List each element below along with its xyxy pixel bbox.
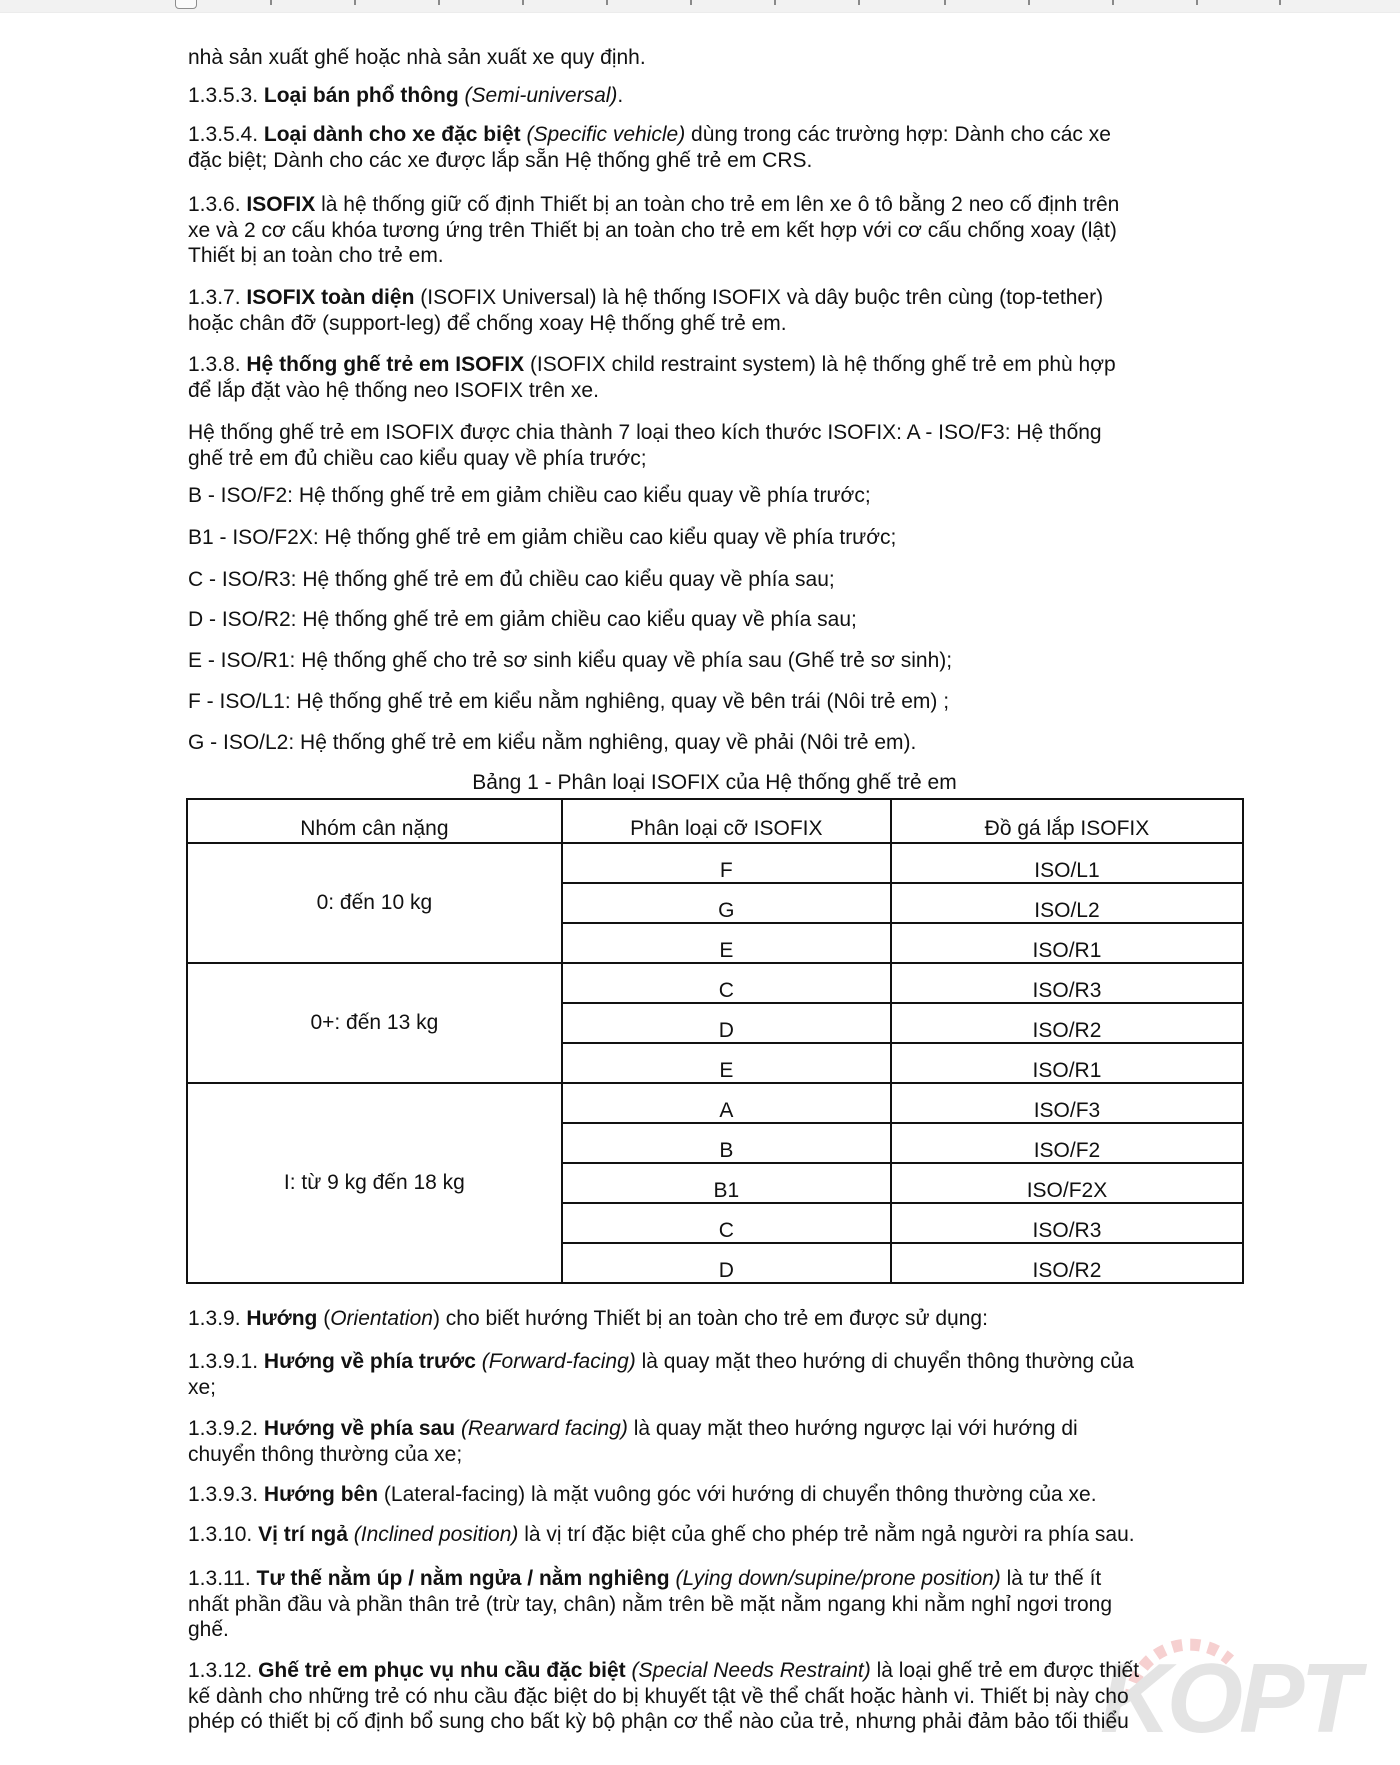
section-number: 1.3.11.	[188, 1567, 251, 1590]
paragraph-text: nhà sản xuất ghế hoặc nhà sản xuất xe quy định.	[188, 46, 646, 69]
paragraph-text: (Lateral-facing) là mặt vuông góc với hướng di chuyển thông thường của xe.	[383, 1483, 1097, 1506]
list-item-type-d	[188, 607, 1258, 633]
column-header-weight-group: Nhóm cân nặng	[187, 799, 562, 843]
paragraph-text: .	[617, 84, 624, 107]
paragraph-text: là quay mặt theo hướng ngược lại với hướng di	[633, 1417, 1078, 1440]
fixture-cell: ISO/L1	[891, 843, 1243, 883]
term-bold: ISOFIX toàn diện	[246, 286, 415, 309]
section-number: 1.3.6.	[188, 193, 241, 216]
section-number: 1.3.8.	[188, 353, 241, 376]
paren: (	[323, 1307, 331, 1330]
fixture-cell: ISO/F2	[891, 1123, 1243, 1163]
section-number: 1.3.9.3.	[188, 1483, 259, 1506]
fixture-cell: ISO/F2X	[891, 1163, 1243, 1203]
fixture-cell: ISO/R2	[891, 1003, 1243, 1043]
table-caption: Bảng 1 - Phân loại ISOFIX của Hệ thống ghế trẻ em	[472, 771, 957, 794]
paragraph-text: ) cho biết hướng Thiết bị an toàn cho trẻ em được sử dụng:	[432, 1307, 988, 1330]
paragraph-text: xe và 2 cơ cấu khóa tương ứng trên Thiết bị an toàn cho trẻ em kết hợp với cơ cấu chống xoay (lật)	[188, 218, 1117, 242]
fixture-cell: ISO/R3	[891, 963, 1243, 1003]
fixture-cell: ISO/F3	[891, 1083, 1243, 1123]
table-row	[187, 1083, 1243, 1123]
size-class-cell: D	[562, 1243, 891, 1283]
table-row	[187, 963, 1243, 1003]
paragraph-1-3-9	[188, 1306, 1258, 1332]
section-number: 1.3.10.	[188, 1523, 253, 1546]
list-item-type-f	[188, 689, 1258, 715]
size-class-cell: E	[562, 923, 891, 963]
paragraph-1-3-7	[188, 285, 1258, 336]
section-number: 1.3.9.1.	[188, 1350, 259, 1373]
list-item-type-b	[188, 483, 1258, 509]
paragraph-1-3-10	[188, 1522, 1258, 1548]
paragraph-1-3-11	[188, 1566, 1258, 1643]
paragraph-text: là loại ghế trẻ em được thiết	[876, 1659, 1140, 1682]
paragraph-text: nhất phần đầu và phần thân trẻ (trừ tay, chân) nằm trên bề mặt nằm ngang khi nằm nghỉ ngơi trong	[188, 1592, 1112, 1616]
isofix-classification-table	[186, 798, 1244, 1284]
weight-group-cell: 0+: đến 13 kg	[187, 963, 562, 1083]
paragraph-text: Hệ thống ghế trẻ em ISOFIX được chia thành 7 loại theo kích thước ISOFIX: A - ISO/F3: Hệ thống	[188, 421, 1102, 444]
column-header-size-class: Phân loại cỡ ISOFIX	[562, 799, 891, 843]
paragraph-text: ghế trẻ em đủ chiều cao kiểu quay về phía trước;	[188, 446, 647, 470]
paragraph-1-3-9-3	[188, 1482, 1258, 1508]
term-bold: Hướng về phía trước	[263, 1350, 476, 1373]
paragraph-text: (ISOFIX Universal) là hệ thống ISOFIX và dây buộc trên cùng (top-tether)	[420, 286, 1104, 309]
size-class-cell: G	[562, 883, 891, 923]
paragraph-1-3-5-4	[188, 122, 1258, 173]
term-bold: Loại dành cho xe đặc biệt	[263, 123, 521, 146]
paragraph-text: (ISOFIX child restraint system) là hệ thống ghế trẻ em phù hợp	[529, 353, 1116, 376]
size-class-cell: B	[562, 1123, 891, 1163]
term-english: (Semi-universal)	[464, 84, 618, 107]
fixture-cell: ISO/R3	[891, 1203, 1243, 1243]
paragraph-text: dùng trong các trường hợp: Dành cho các xe	[691, 123, 1111, 146]
paragraph-text: Thiết bị an toàn cho trẻ em.	[188, 244, 444, 267]
term-bold: Loại bán phổ thông	[263, 84, 459, 107]
paragraph-isofix-types-intro	[188, 420, 1258, 471]
section-number: 1.3.12.	[188, 1659, 253, 1682]
paragraph-text: kế dành cho những trẻ có nhu cầu đặc biệt do bị khuyết tật về thể chất hoặc hành vi. Thiết bị này cho	[188, 1684, 1129, 1708]
term-bold: Tư thế nằm úp / nằm ngửa / nằm nghiêng	[256, 1567, 670, 1590]
paragraph-1-3-9-1	[188, 1349, 1258, 1400]
paragraph-1-3-6	[188, 192, 1258, 269]
paragraph-text: E - ISO/R1: Hệ thống ghế cho trẻ sơ sinh kiểu quay về phía sau (Ghế trẻ sơ sinh);	[188, 649, 953, 672]
paragraph-text: D - ISO/R2: Hệ thống ghế trẻ em giảm chiều cao kiểu quay về phía sau;	[188, 608, 857, 631]
paragraph-text: B - ISO/F2: Hệ thống ghế trẻ em giảm chiều cao kiểu quay về phía trước;	[188, 484, 871, 507]
term-bold: Vị trí ngả	[258, 1523, 348, 1546]
term-bold: Hướng về phía sau	[263, 1417, 456, 1440]
paragraph-text: là tư thế ít	[1006, 1567, 1102, 1590]
term-english: (Lying down/supine/prone position)	[675, 1567, 1001, 1590]
list-item-type-g	[188, 730, 1258, 756]
section-number: 1.3.9.2.	[188, 1417, 259, 1440]
watermark-text: KOPT	[1100, 1643, 1357, 1753]
fixture-cell: ISO/R1	[891, 923, 1243, 963]
term-bold: Hướng bên	[263, 1483, 379, 1506]
paragraph-text: C - ISO/R3: Hệ thống ghế trẻ em đủ chiều cao kiểu quay về phía sau;	[188, 568, 835, 591]
paragraph-text: xe;	[188, 1375, 217, 1399]
list-item-type-e	[188, 648, 1258, 674]
paragraph-text: hoặc chân đỡ (support-leg) để chống xoay Hệ thống ghế trẻ em.	[188, 311, 787, 335]
size-class-cell: D	[562, 1003, 891, 1043]
term-english: (Inclined position)	[353, 1523, 519, 1546]
column-header-fixture: Đồ gá lắp ISOFIX	[891, 799, 1243, 843]
size-class-cell: F	[562, 843, 891, 883]
paragraph-continuation	[188, 45, 1258, 71]
section-number: 1.3.5.3.	[188, 84, 259, 107]
section-number: 1.3.9.	[188, 1307, 241, 1330]
paragraph-text: B1 - ISO/F2X: Hệ thống ghế trẻ em giảm chiều cao kiểu quay về phía trước;	[188, 526, 897, 549]
term-bold: ISOFIX	[246, 193, 316, 216]
size-class-cell: E	[562, 1043, 891, 1083]
size-class-cell: B1	[562, 1163, 891, 1203]
paragraph-text: là hệ thống giữ cố định Thiết bị an toàn cho trẻ em lên xe ô tô bằng 2 neo cố định trên	[321, 193, 1120, 216]
table-row	[187, 843, 1243, 883]
paragraph-text: chuyển thông thường của xe;	[188, 1442, 463, 1466]
paragraph-text: là vị trí đặc biệt của ghế cho phép trẻ nằm ngả người ra phía sau.	[524, 1523, 1135, 1546]
term-english: (Specific vehicle)	[526, 123, 686, 146]
paragraph-text: đặc biệt; Dành cho các xe được lắp sẵn Hệ thống ghế trẻ em CRS.	[188, 148, 813, 172]
term-bold: Hệ thống ghế trẻ em ISOFIX	[246, 353, 525, 376]
size-class-cell: C	[562, 963, 891, 1003]
list-item-type-c	[188, 567, 1258, 593]
paragraph-1-3-5-3	[188, 83, 1258, 109]
fixture-cell: ISO/R2	[891, 1243, 1243, 1283]
fixture-cell: ISO/L2	[891, 883, 1243, 923]
table-header-row	[187, 799, 1243, 843]
paragraph-1-3-12	[188, 1658, 1258, 1735]
paragraph-1-3-8	[188, 352, 1258, 403]
size-class-cell: A	[562, 1083, 891, 1123]
weight-group-cell: I: từ 9 kg đến 18 kg	[187, 1083, 562, 1283]
weight-group-cell: 0: đến 10 kg	[187, 843, 562, 963]
term-english: (Rearward facing)	[460, 1417, 628, 1440]
term-bold: Hướng	[246, 1307, 318, 1330]
paragraph-text: ghế.	[188, 1618, 229, 1641]
section-number: 1.3.7.	[188, 286, 241, 309]
paragraph-text: phép có thiết bị cố định bổ sung cho bất kỳ bộ phận cơ thể nào của trẻ, nhưng phải đảm bảo tối thiểu	[188, 1710, 1129, 1733]
size-class-cell: C	[562, 1203, 891, 1243]
paragraph-text: F - ISO/L1: Hệ thống ghế trẻ em kiểu nằm nghiêng, quay về bên trái (Nôi trẻ em) ;	[188, 690, 950, 713]
term-english: Orientation	[330, 1307, 433, 1330]
paragraph-text: là quay mặt theo hướng di chuyển thông thường của	[641, 1350, 1134, 1373]
fixture-cell: ISO/R1	[891, 1043, 1243, 1083]
paragraph-1-3-9-2	[188, 1416, 1258, 1467]
list-item-type-b1	[188, 525, 1258, 551]
section-number: 1.3.5.4.	[188, 123, 259, 146]
paragraph-text: G - ISO/L2: Hệ thống ghế trẻ em kiểu nằm nghiêng, quay về phải (Nôi trẻ em).	[188, 731, 917, 754]
term-english: (Forward-facing)	[481, 1350, 636, 1373]
term-bold: Ghế trẻ em phục vụ nhu cầu đặc biệt	[258, 1659, 626, 1682]
term-english: (Special Needs Restraint)	[631, 1659, 871, 1682]
paragraph-text: để lắp đặt vào hệ thống neo ISOFIX trên xe.	[188, 378, 599, 402]
